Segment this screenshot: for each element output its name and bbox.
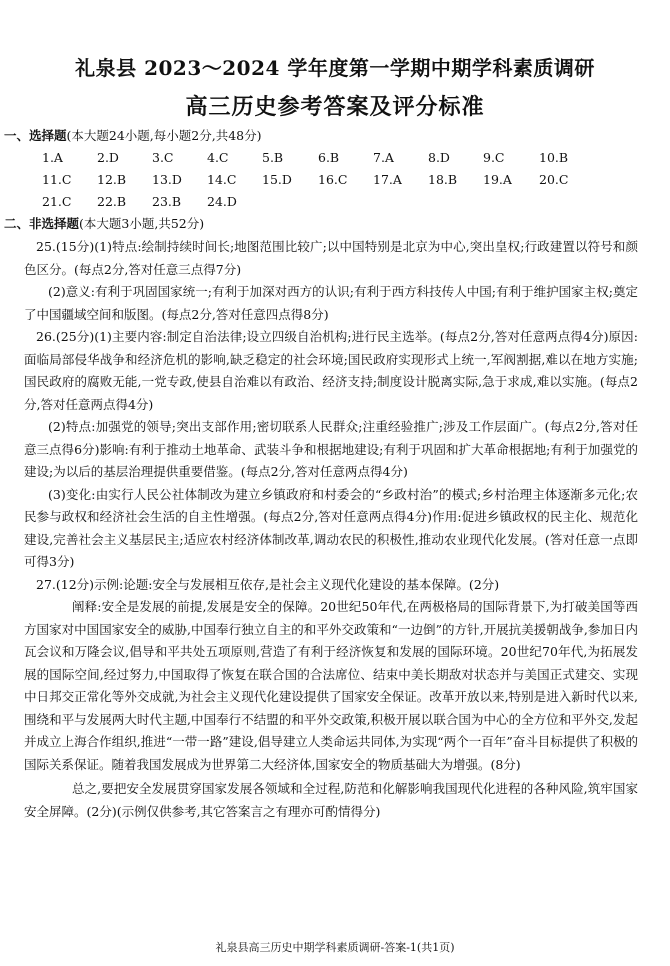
page-footer: 礼泉县高三历史中期学科素质调研-答案-1(共1页) bbox=[215, 941, 455, 954]
q26-part2: (2)特点:加强党的领导;突出支部作用;密切联系人民群众;注重经验推广;涉及工作层面广。(每点2分,答对任意三点得6分)影响:有利于推动土地革命、武装斗争和根据地建设;有利于巩固和扩大革命根据地;有利于加强党的建设;为以后的基层治理提供重要借鉴。(每点2分,答对任意两点得4分) bbox=[24, 419, 638, 479]
section-2-body bbox=[24, 236, 638, 823]
section-1-desc: (本大题24小题,每小题2分,共48分) bbox=[66, 128, 262, 143]
section-1-heading: 一、选择题 bbox=[4, 128, 67, 143]
answer-item: 3.C bbox=[152, 150, 174, 165]
q26-part1: 26.(25分)(1)主要内容:制定自治法律;设立四级自治机构;进行民主选举。(每点2分,答对任意两点得4分)原因:面临局部侵华战争和经济危机的影响,缺乏稳定的社会环境;国民政府实现形式上统一,军阀割据,难以在地方实施;国民政府的腐败无能,一党专政,使县自治难以有政治、经济支持;制度设计脱离实际,急于求成,难以实施。(每点2分,答对任意两点得4分) bbox=[24, 329, 638, 412]
answer-item: 7.A bbox=[373, 150, 394, 165]
answer-item: 19.A bbox=[483, 172, 512, 187]
answer-item: 24.D bbox=[207, 194, 237, 209]
answer-item: 5.B bbox=[262, 150, 284, 165]
q27-topic: 27.(12分)示例:论题:安全与发展相互依存,是社会主义现代化建设的基本保障。(2分) bbox=[36, 576, 500, 592]
answer-item: 1.A bbox=[42, 150, 63, 165]
answer-item: 21.C bbox=[42, 194, 72, 209]
answer-item: 12.B bbox=[97, 172, 127, 187]
q25-part1: 25.(15分)(1)特点:绘制持续时间长;地图范围比较广;以中国特别是北京为中心,突出皇权;行政建置以符号和颜色区分。(每点2分,答对任意三点得7分) bbox=[24, 239, 638, 277]
document-title: 礼泉县 2023～2024 学年度第一学期中期学科素质调研 bbox=[75, 56, 595, 80]
answer-item: 10.B bbox=[539, 150, 569, 165]
q26-part3: (3)变化:由实行人民公社体制改为建立乡镇政府和村委会的“乡政村治”的模式;乡村治理主体逐渐多元化;农民参与政权和经济社会生活的自主性增强。(每点2分,答对任意两点得4分)作用:促进乡镇政权的民主化、规范化建设,完善社会主义基层民主;适应农村经济体制改革,调动农民的积极性,推动农业现代化发展。(答对任意一点即可得3分) bbox=[24, 486, 638, 569]
answer-item: 18.B bbox=[428, 172, 458, 187]
answer-item: 14.C bbox=[207, 172, 237, 187]
answer-item: 20.C bbox=[539, 172, 569, 187]
answer-item: 15.D bbox=[262, 172, 292, 187]
section-2-heading: 二、非选择题 bbox=[4, 216, 80, 231]
answer-item: 6.B bbox=[318, 150, 340, 165]
document-subtitle: 高三历史参考答案及评分标准 bbox=[185, 94, 485, 120]
answer-item: 9.C bbox=[483, 150, 505, 165]
section-2-desc: (本大题3小题,共52分) bbox=[79, 216, 205, 231]
section-1-heading-line bbox=[4, 125, 261, 147]
answer-item: 2.D bbox=[97, 150, 119, 165]
answer-item: 23.B bbox=[152, 194, 182, 209]
answer-item: 11.C bbox=[42, 172, 72, 187]
answer-item: 22.B bbox=[97, 194, 127, 209]
q27-conclusion: 总之,要把安全发展贯穿国家发展各领域和全过程,防范和化解影响我国现代化进程的各种风险,筑牢国家安全屏障。(2分)(示例仅供参考,其它答案言之有理亦可酌情得分) bbox=[24, 781, 638, 819]
q25-part2: (2)意义:有利于巩固国家统一;有利于加深对西方的认识;有利于西方科技传人中国;有利于维护国家主权;奠定了中国疆域空间和版图。(每点2分,答对任意四点得8分) bbox=[24, 284, 638, 322]
answer-item: 17.A bbox=[373, 172, 402, 187]
answer-item: 16.C bbox=[318, 172, 348, 187]
answer-item: 4.C bbox=[207, 150, 229, 165]
q27-explanation: 阐释:安全是发展的前提,发展是安全的保障。20世纪50年代,在两极格局的国际背景下,为打破美国等西方国家对中国国家安全的威胁,中国奉行独立自主的和平外交政策和“一边倒”的方针,开展抗美援朝战争,参加日内瓦会议和万隆会议,倡导和平共处五项原则,营造了有利于经济恢复和发展的国际环境。20世纪70年代,为拓展发展的国际空间,经过努力,中国取得了恢复在联合国的合法席位、结束中美长期敌对状态并与美国正式建交、实现中日邦交正常化等外交成就,为社会主义现代化建设提供了国家安全保证。改革开放以来,特别是进入新时代以来,围绕和平与发展两大时代主题,中国奉行不结盟的和平外交政策,积极开展以联合国为中心的全方位和平外交,发起并成立上海合作组织,推进“一带一路”建设,倡导建立人类命运共同体,为实现“两个一百年”奋斗目标提供了积极的国际关系保证。随着我国发展成为世界第二大经济体,国家安全的物质基础大为增强。(8分) bbox=[24, 599, 638, 772]
answer-item: 8.D bbox=[428, 150, 450, 165]
answer-item: 13.D bbox=[152, 172, 182, 187]
section-2-heading-line bbox=[4, 213, 204, 235]
